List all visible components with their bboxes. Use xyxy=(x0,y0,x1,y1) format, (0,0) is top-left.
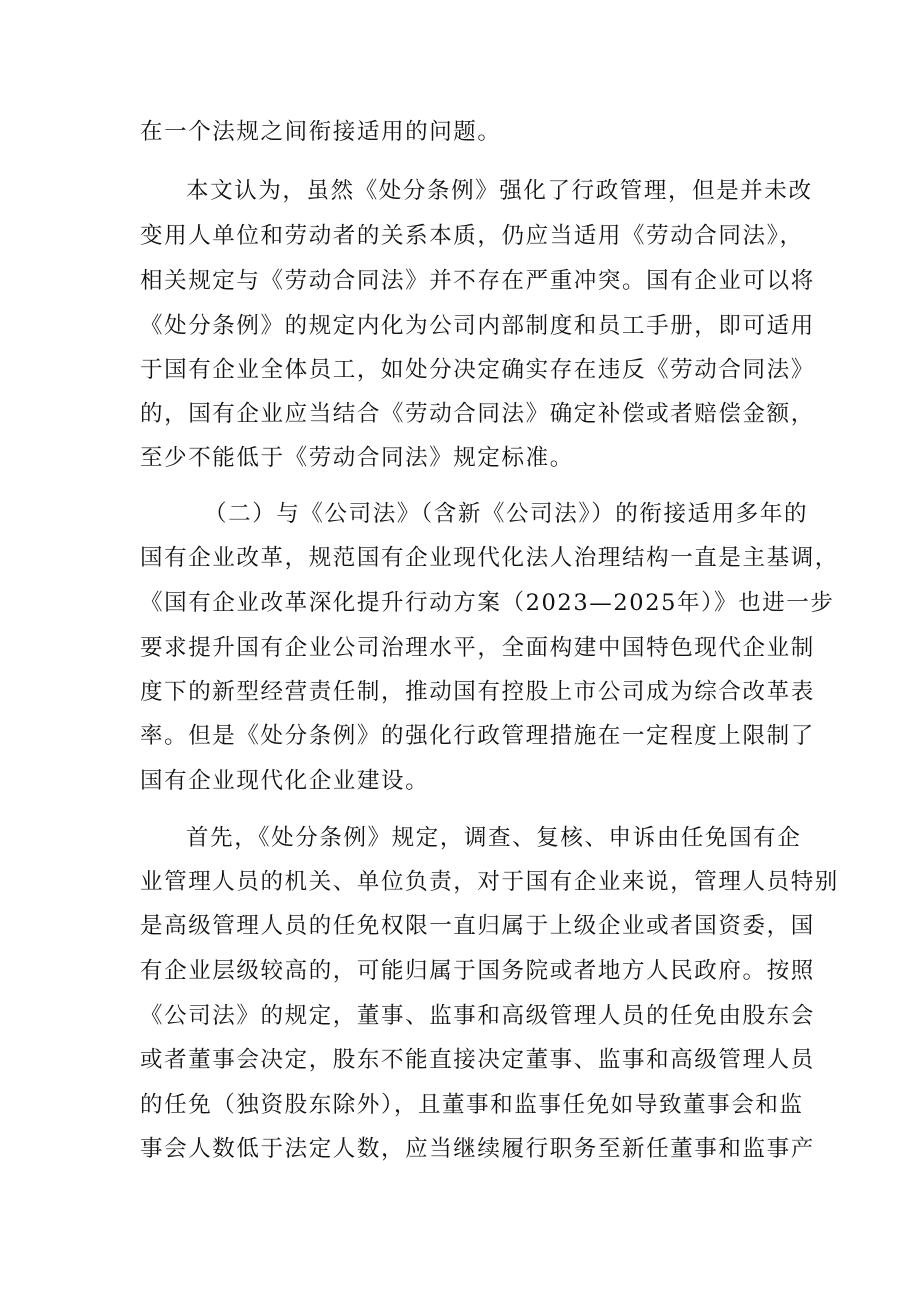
paragraph-line: 于国有企业全体员工，如处分决定确实存在违反《劳动合同法》 xyxy=(140,357,815,383)
paragraph-line: 的，国有企业应当结合《劳动合同法》确定补偿或者赔偿金额， xyxy=(140,401,815,427)
paragraph-line: 至少不能低于《劳动合同法》规定标准。 xyxy=(140,445,574,471)
paragraph-line: 度下的新型经营责任制，推动国有控股上市公司成为综合改革表 xyxy=(140,679,815,705)
paragraph-line: 在一个法规之间衔接适用的问题。 xyxy=(140,119,502,145)
paragraph-line: 《公司法》的规定，董事、监事和高级管理人员的任免由股东会 xyxy=(140,1003,815,1029)
paragraph-line: 国有企业现代化企业建设。 xyxy=(140,768,430,794)
paragraph-line: 国有企业改革，规范国有企业现代化法人治理结构一直是主基调， xyxy=(140,545,839,571)
paragraph-line: 是高级管理人员的任免权限一直归属于上级企业或者国资委，国 xyxy=(140,913,815,939)
paragraph-line: 业管理人员的机关、单位负责，对于国有企业来说，管理人员特别 xyxy=(140,869,839,895)
paragraph-line: 《处分条例》的规定内化为公司内部制度和员工手册，即可适用 xyxy=(140,313,815,339)
paragraph-line: 首先，《处分条例》规定，调查、复核、申诉由任免国有企 xyxy=(186,825,802,851)
paragraph-line: 率。但是《处分条例》的强化行政管理措施在一定程度上限制了 xyxy=(140,723,815,749)
section-heading-line: （二）与《公司法》（含新《公司法》）的衔接适用多年的 xyxy=(204,501,809,527)
paragraph-line: 本文认为，虽然《处分条例》强化了行政管理，但是并未改 xyxy=(186,178,813,204)
paragraph-line: 要求提升国有企业公司治理水平，全面构建中国特色现代企业制 xyxy=(140,635,815,661)
paragraph-line: 的任免（独资股东除外），且董事和监事任免如导致董事会和监 xyxy=(140,1092,804,1118)
paragraph-line: 相关规定与《劳动合同法》并不存在严重冲突。国有企业可以将 xyxy=(140,268,815,294)
paragraph-line: 或者董事会决定，股东不能直接决定董事、监事和高级管理人员 xyxy=(140,1047,815,1073)
paragraph-line: 事会人数低于法定人数，应当继续履行职务至新任董事和监事产 xyxy=(140,1136,815,1162)
paragraph-line: 有企业层级较高的，可能归属于国务院或者地方人民政府。按照 xyxy=(140,958,815,984)
paragraph-line: 变用人单位和劳动者的关系本质，仍应当适用《劳动合同法》， xyxy=(140,223,804,249)
paragraph-line: 《国有企业改革深化提升行动方案（2023—2025年）》也进一步 xyxy=(140,590,835,616)
